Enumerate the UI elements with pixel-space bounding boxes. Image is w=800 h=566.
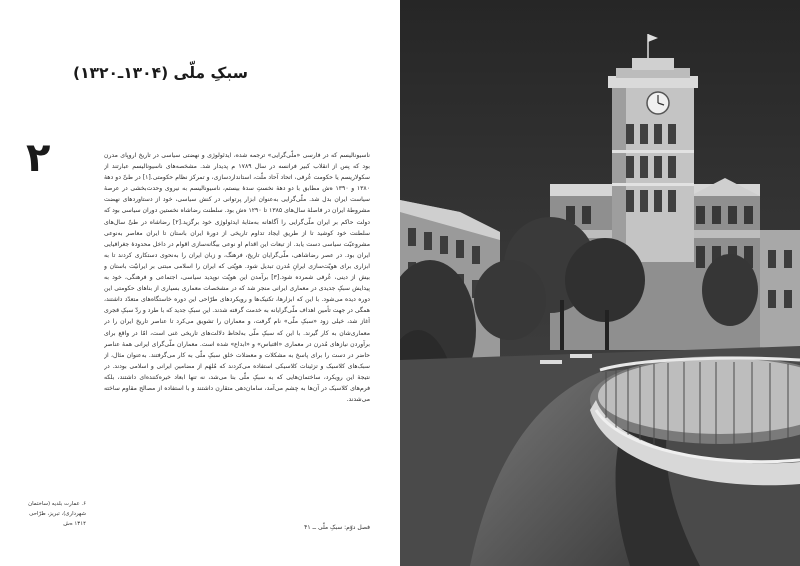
- page-folio: فصل دوّم: سبکِ ملّی ــ ۴۱: [304, 524, 370, 531]
- caption-line: ۶. عمارت بلدیه (ساختمان: [28, 501, 86, 507]
- body-paragraph: ناسیونالیسم که در فارسی «ملّی‌گرایی» ترجمه شده، ایدئولوژی و نهضتی سیاسی در تاریخ اروپای مدرن بود که پس از انقلاب کبیر فرانسه در سال ۱۷۸۹ م پدیدار شد. مشخصه‌های ناسیونالیسم عبارتند از سکولاریسم یا حکومت عُرفی، اتحاد آحاد ملّت، استانداردسازی، و تمرکز نظام حکومتی.[۱] در طیِّ دو دههٔ ۱۳۸۰ و ۱۳۹۰ ه‌ش مطابق با دو دههٔ نخستِ سدهٔ بیستم، ناسیونالیسم به نیروی وحدت‌بخشی در عرصهٔ سیاست ایران بدل شد. ملّی‌گرایی به‌عنوان ابزار پرتوانی در کنش سیاسی، خود از دستاوردهای نهضت مشروطهٔ ایران در فاصلهٔ سال‌های ۱۳۸۵ تا ۱۲۹۰ ه‌ش بود. سلطنت رضاشاه نخستین دوران سیاسی بود که دولت حاکم بر ایران ملّی‌گرایی را آگاهانه به‌مثابهٔ ایدئولوژی خود برگزید.[۲] رضاشاه در طیِّ سال‌های سلطنت خود کوشید تا از طریق ایجاد تداوم تاریخی از دورهٔ ایران باستان تا ایران معاصر به‌نوعی مشروعیّت سیاسی دست یابد. از تبعات این اقدام او نوعی بیگانه‌سازی اقوام در داخل محدودهٔ جغرافیایی ایران بود. در عصر رضاشاهی، ملّی‌گرایان تاریخ، فرهنگ، و زبان ایران را به‌نحوی دستکاری کردند تا به ابزاری برای هویّت‌سازی ایرانِ مُدرن تبدیل شود. هویّتی که ایران را اسلامی مبتنی بر ایرانیّت باستان و بیش از دینی، عُرفی شمرده شود.[۳] برآمدن این هویّت نوپدید سیاسی، اجتماعی و فرهنگی، خود به پیدایش سبکِ جدیدی در معماری ایرانی منجر شد که در مشخصات معماری بسیاری از بناهای حکومتی این دوره دیده می‌شود. با این که ابزارها، تکنیک‌ها و رویکردهای طرّاحی این دوره خاستگاه‌های متعدّد داشتند، همگی در جهت تأمین اهداف ملّی‌گرایانه به خدمت گرفته شدند. این سبکِ جدید که با طرد و ردّ سبکِ قجری آغاز شد، خیلی زود «سبکِ ملّی» نام گرفت، و معماران را تشویق می‌کرد تا عناصر تاریخ ایران را در معماری‌شان به کار گیرند. با این که سبکِ ملّی به‌لحاظ دلالت‌های تاریخی غنی است، امّا در واقع برای برآوردن نیازهای مُدرن در معماری «اقتباس» و «ابداع» شده است. معماران ملّی‌گرای ایرانی همهٔ عناصر حاضر در دست را برای پاسخ به مشکلات و معضلات خلق سبکِ ملّی به کار می‌گرفتند. به‌عنوان مثال، از سبک‌های کلاسیک و تزئینات کلاسیکی استفاده می‌کردند که مُلهَم از مضامین ایرانی و اسلامی بودند. در نتیجهٔ این رویکرد، ساختمان‌هایی که به سبکِ ملّی بنا می‌شد، نه تنها ابعاد خیره‌کننده‌ای داشتند، بلکه فرم‌های کلاسیک در آن‌ها به چشم می‌آمد، سامان‌دهی متقارن داشتند و با استفاده از مصالح مقاوم ساخته می‌شدند.: [104, 152, 370, 404]
- figure-caption: [26, 499, 86, 529]
- right-page-photo: [400, 0, 800, 566]
- body-text: [104, 150, 370, 512]
- chapter-number: ۲: [26, 135, 51, 181]
- clock-tower: [608, 34, 698, 262]
- right-wing: [760, 230, 800, 350]
- caption-line: ۱۳۱۴ ه‌ش: [63, 521, 86, 527]
- clock-tower-photo: [400, 0, 800, 566]
- chapter-title: سبکِ ملّی (۱۳۰۴ـ۱۳۲۰): [72, 64, 248, 82]
- caption-line: شهرداری)، تبریز، طرّاحی: [29, 511, 86, 517]
